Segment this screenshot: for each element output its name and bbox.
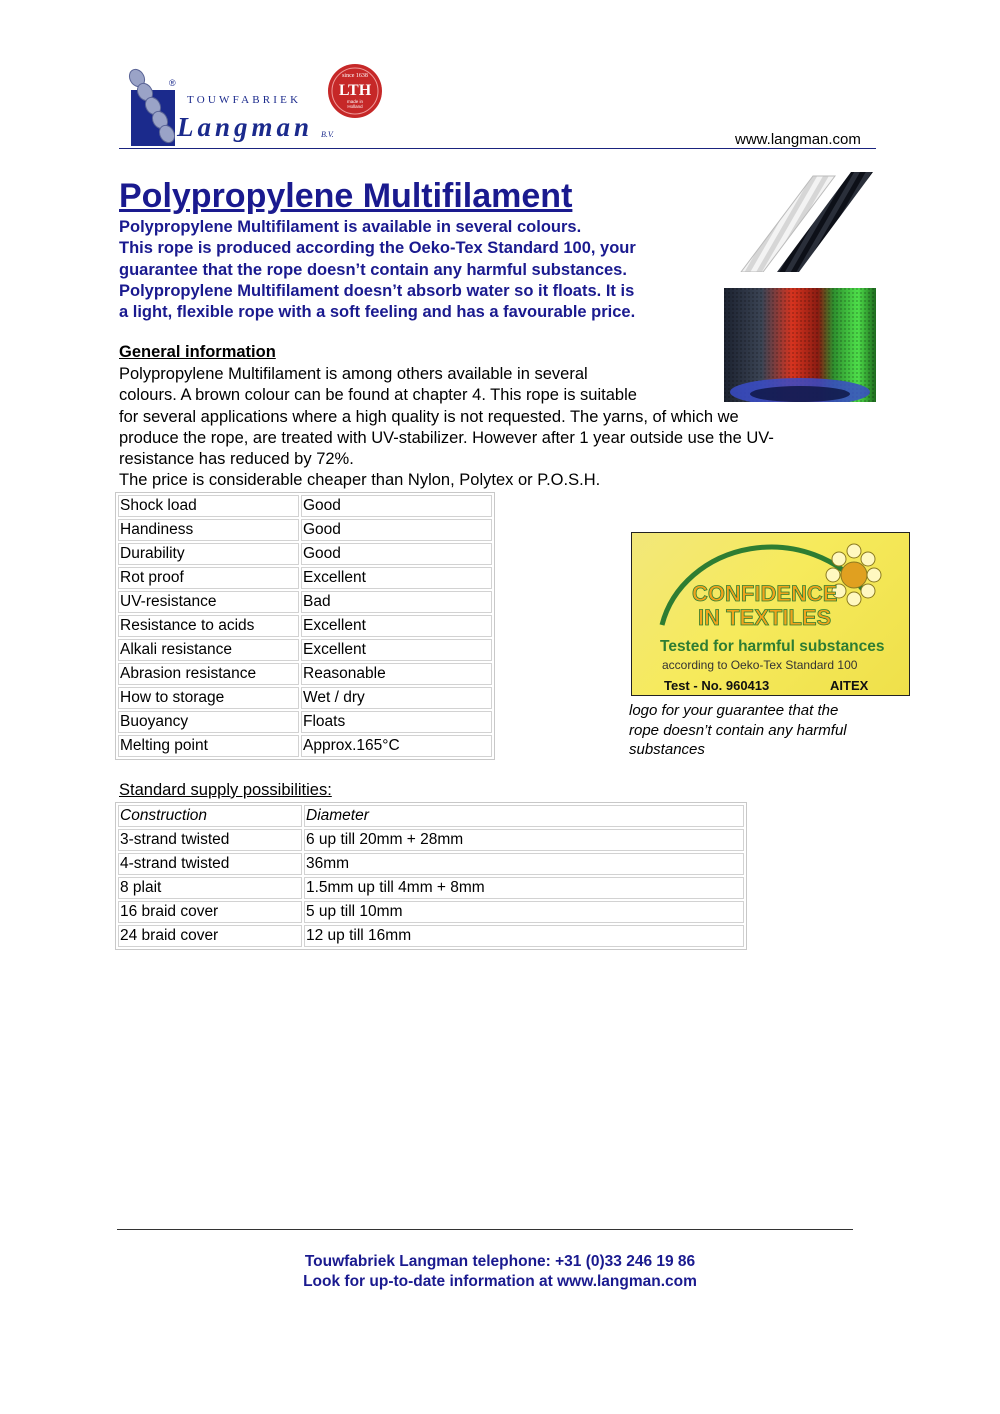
value-cell: Good: [301, 543, 492, 565]
oeko-tex-label: [631, 532, 910, 696]
column-header: Construction: [118, 805, 302, 827]
general-info-line: The price is considerable cheaper than Nylon, Polytex or P.O.S.H.: [119, 471, 601, 490]
supply-table: [115, 802, 747, 950]
table-row: [118, 925, 744, 947]
table-row: [118, 735, 492, 757]
seal-bottom-text-1: made in: [346, 99, 364, 104]
property-cell: Abrasion resistance: [118, 663, 299, 685]
table-row: [118, 615, 492, 637]
table-row: [118, 877, 744, 899]
intro-line: Polypropylene Multifilament doesn’t absorb water so it floats. It is: [119, 281, 635, 300]
table-row: [118, 853, 744, 875]
diameter-cell: 12 up till 16mm: [304, 925, 744, 947]
oeko-tex-label-graphic: [632, 533, 909, 695]
rope-photo: [733, 172, 876, 272]
value-cell: Excellent: [301, 567, 492, 589]
general-info-line: for several applications where a high quality is not requested. The yarns, of which we: [119, 407, 739, 426]
brand-suffix: B.V.: [321, 130, 334, 139]
lth-seal-icon: [325, 62, 385, 120]
general-info-line: resistance has reduced by 72%.: [119, 450, 354, 469]
table-row: [118, 639, 492, 661]
construction-cell: 4-strand twisted: [118, 853, 302, 875]
intro-paragraph: [119, 217, 719, 323]
caption-line: logo for your guarantee that the: [629, 702, 839, 719]
diameter-cell: 36mm: [304, 853, 744, 875]
registered-mark: ®: [169, 78, 176, 88]
property-cell: How to storage: [118, 687, 299, 709]
diameter-cell: 5 up till 10mm: [304, 901, 744, 923]
header-divider: [119, 148, 876, 149]
value-cell: Reasonable: [301, 663, 492, 685]
construction-cell: 8 plait: [118, 877, 302, 899]
table-row: [118, 829, 744, 851]
caption-line: rope doesn’t contain any harmful: [629, 721, 847, 739]
table-row: [118, 901, 744, 923]
table-row: [118, 711, 492, 733]
property-cell: Durability: [118, 543, 299, 565]
seal-bottom-text-2: Holland: [347, 104, 363, 109]
caption-line: substances: [629, 741, 705, 758]
value-cell: Good: [301, 519, 492, 541]
diameter-cell: 6 up till 20mm + 28mm: [304, 829, 744, 851]
intro-line: a light, flexible rope with a soft feeling and has a favourable price.: [119, 303, 636, 322]
value-cell: Good: [301, 495, 492, 517]
value-cell: Bad: [301, 591, 492, 613]
seal-top-text: since 1638: [342, 73, 368, 79]
property-cell: Rot proof: [118, 567, 299, 589]
property-cell: Melting point: [118, 735, 299, 757]
general-info-line: Polypropylene Multifilament is among others available in several: [119, 365, 588, 383]
table-row: [118, 543, 492, 565]
value-cell: Excellent: [301, 639, 492, 661]
diameter-cell: 1.5mm up till 4mm + 8mm: [304, 877, 744, 899]
label-line-2: IN TEXTILES: [698, 605, 832, 630]
label-line-3: Tested for harmful substances: [660, 638, 885, 655]
footer-website-line: Look for up-to-date information at www.langman.com: [303, 1273, 697, 1290]
intro-line: This rope is produced according the Oeko-Tex Standard 100, your: [119, 239, 636, 258]
general-info-heading: General information: [119, 343, 276, 361]
table-row: [118, 495, 492, 517]
label-institute: AITEX: [830, 678, 869, 693]
value-cell: Excellent: [301, 615, 492, 637]
construction-cell: 24 braid cover: [118, 925, 302, 947]
property-cell: UV-resistance: [118, 591, 299, 613]
table-row: [118, 519, 492, 541]
general-info-body: [119, 364, 774, 492]
company-logo: [125, 62, 385, 148]
oeko-tex-caption: [629, 701, 899, 760]
properties-table: [115, 492, 495, 760]
construction-cell: 3-strand twisted: [118, 829, 302, 851]
table-header-row: [118, 805, 744, 827]
property-cell: Alkali resistance: [118, 639, 299, 661]
header-website-link[interactable]: www.langman.com: [735, 131, 861, 148]
table-row: [118, 687, 492, 709]
intro-line: Polypropylene Multifilament is available in several colours.: [119, 218, 582, 236]
footer-phone-line: Touwfabriek Langman telephone: +31 (0)33 246 19 86: [304, 1253, 696, 1270]
property-cell: Handiness: [118, 519, 299, 541]
general-info-line: produce the rope, are treated with UV-stabilizer. However after 1 year outside use the UV-: [119, 428, 774, 447]
label-test-number: Test - No. 960413: [664, 678, 770, 693]
table-row: [118, 663, 492, 685]
footer-divider: [117, 1229, 853, 1230]
label-line-4: according to Oeko-Tex Standard 100: [662, 658, 858, 672]
construction-cell: 16 braid cover: [118, 901, 302, 923]
intro-line: guarantee that the rope doesn’t contain any harmful substances.: [119, 260, 627, 279]
value-cell: Floats: [301, 711, 492, 733]
table-row: [118, 591, 492, 613]
page-title: Polypropylene Multifilament: [119, 177, 573, 215]
supply-heading: Standard supply possibilities:: [119, 781, 332, 799]
brand-top-text: TOUWFABRIEK: [187, 94, 302, 106]
property-cell: Shock load: [118, 495, 299, 517]
label-line-1: CONFIDENCE: [692, 581, 838, 606]
column-header: Diameter: [304, 805, 744, 827]
value-cell: Approx.165°C: [301, 735, 492, 757]
value-cell: Wet / dry: [301, 687, 492, 709]
brand-name: Langman: [177, 112, 314, 142]
property-cell: Resistance to acids: [118, 615, 299, 637]
seal-main-text: LTH: [338, 82, 372, 99]
property-cell: Buoyancy: [118, 711, 299, 733]
page-footer: [0, 1252, 1000, 1292]
general-info-line: colours. A brown colour can be found at chapter 4. This rope is suitable: [119, 386, 637, 405]
table-row: [118, 567, 492, 589]
